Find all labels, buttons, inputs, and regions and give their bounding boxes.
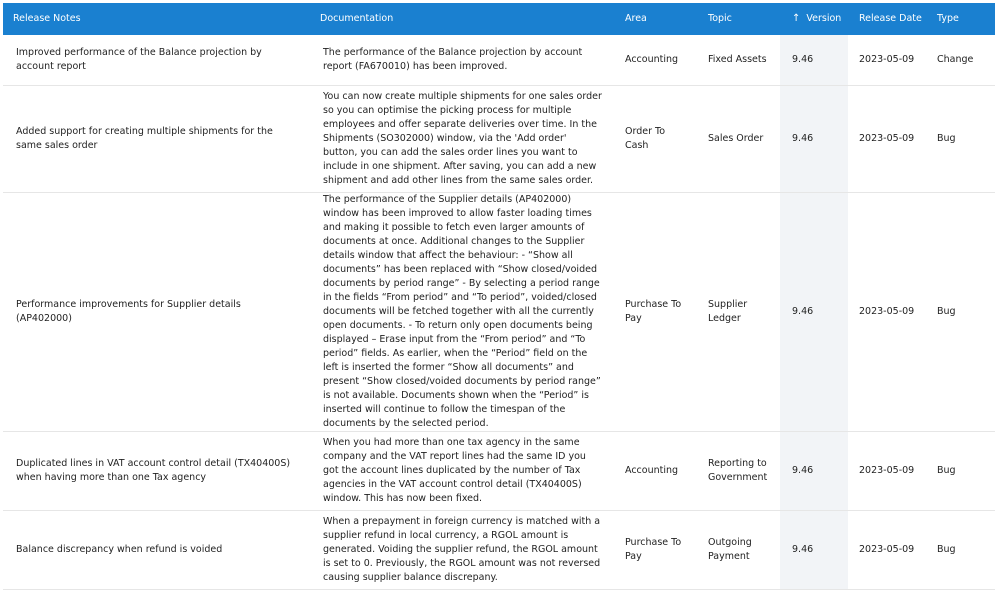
column-header-version[interactable]: ↑ Version [792,13,842,24]
cell-type: Change [928,35,995,86]
cell-type: Bug [928,86,995,193]
cell-topic: Reporting to Government [698,432,780,511]
cell-area: Purchase To Pay [615,511,698,590]
table-row[interactable] [3,86,995,193]
cell-documentation: The performance of the Supplier details (AP402000) window has been improved to allow faster loading times and making it possible to fetch even larger amounts of documents at once. Additional changes to the Supplier details window that affect the behaviour: - “Show all documents” has been replaced with “Show closed/voided documents by period range” - By selecting a period range in the fields “From period” and “To period”, voided/closed documents will be fetched together with all the currently open documents. - To return only open documents being displayed – Erase input from the “From period” and “To period” fields. As earlier, when the “Period” field on the left is inserted the former “Show all documents” and present “Show closed/voided documents by period range” is not available. Documents shown when the “Period” is inserted will continue to follow the timespan of the documents by the selected period. [310,193,615,432]
arrow-up-icon: ↑ [792,13,801,24]
release-notes-grid [3,3,995,590]
cell-release-date: 2023-05-09 [848,193,928,432]
cell-version: 9.46 [780,432,848,511]
column-header-documentation[interactable]: Documentation [320,13,394,24]
cell-release-date: 2023-05-09 [848,86,928,193]
table-row[interactable] [3,35,995,86]
cell-release-date: 2023-05-09 [848,511,928,590]
cell-release-note: Improved performance of the Balance projection by account report [3,35,310,86]
cell-documentation: The performance of the Balance projection by account report (FA670010) has been improved. [310,35,615,86]
cell-type: Bug [928,193,995,432]
cell-area: Purchase To Pay [615,193,698,432]
column-header-release-date[interactable]: Release Date [859,13,922,24]
table-body [3,35,995,590]
cell-documentation: When a prepayment in foreign currency is matched with a supplier refund in local currency, a RGOL amount is generated. Voiding the supplier refund, the RGOL amount is set to 0. Previously, the RGOL amount was not reversed causing supplier balance discrepany. [310,511,615,590]
cell-release-note: Performance improvements for Supplier details (AP402000) [3,193,310,432]
cell-documentation: When you had more than one tax agency in the same company and the VAT report lines had the same ID you got the account lines duplicated by the number of Tax agencies in the VAT account control detail (TX40400S) window. This has now been fixed. [310,432,615,511]
cell-release-note: Duplicated lines in VAT account control detail (TX40400S) when having more than one Tax agency [3,432,310,511]
cell-topic: Outgoing Payment [698,511,780,590]
cell-version: 9.46 [780,86,848,193]
cell-area: Accounting [615,432,698,511]
header-row [3,3,995,35]
column-header-topic[interactable]: Topic [708,13,732,24]
cell-area: Order To Cash [615,86,698,193]
table-row[interactable] [3,511,995,590]
cell-release-date: 2023-05-09 [848,35,928,86]
cell-version: 9.46 [780,511,848,590]
cell-type: Bug [928,511,995,590]
table-header [3,3,995,35]
cell-version: 9.46 [780,193,848,432]
cell-release-date: 2023-05-09 [848,432,928,511]
table-row[interactable] [3,193,995,432]
cell-topic: Fixed Assets [698,35,780,86]
cell-documentation: You can now create multiple shipments for one sales order so you can optimise the picking process for multiple employees and offer separate deliveries over time. In the Shipments (SO302000) window, via the 'Add order' button, you can add the sales order lines you want to include in one shipment. After saving, you can add a new shipment and add other lines from the same sales order. [310,86,615,193]
column-header-type[interactable]: Type [937,13,959,24]
cell-release-note: Balance discrepancy when refund is voided [3,511,310,590]
cell-topic: Supplier Ledger [698,193,780,432]
release-notes-table [3,3,995,590]
table-row[interactable] [3,432,995,511]
cell-topic: Sales Order [698,86,780,193]
column-header-release-notes[interactable]: Release Notes [13,13,81,24]
cell-version: 9.46 [780,35,848,86]
column-header-area[interactable]: Area [625,13,647,24]
cell-release-note: Added support for creating multiple shipments for the same sales order [3,86,310,193]
cell-type: Bug [928,432,995,511]
cell-area: Accounting [615,35,698,86]
